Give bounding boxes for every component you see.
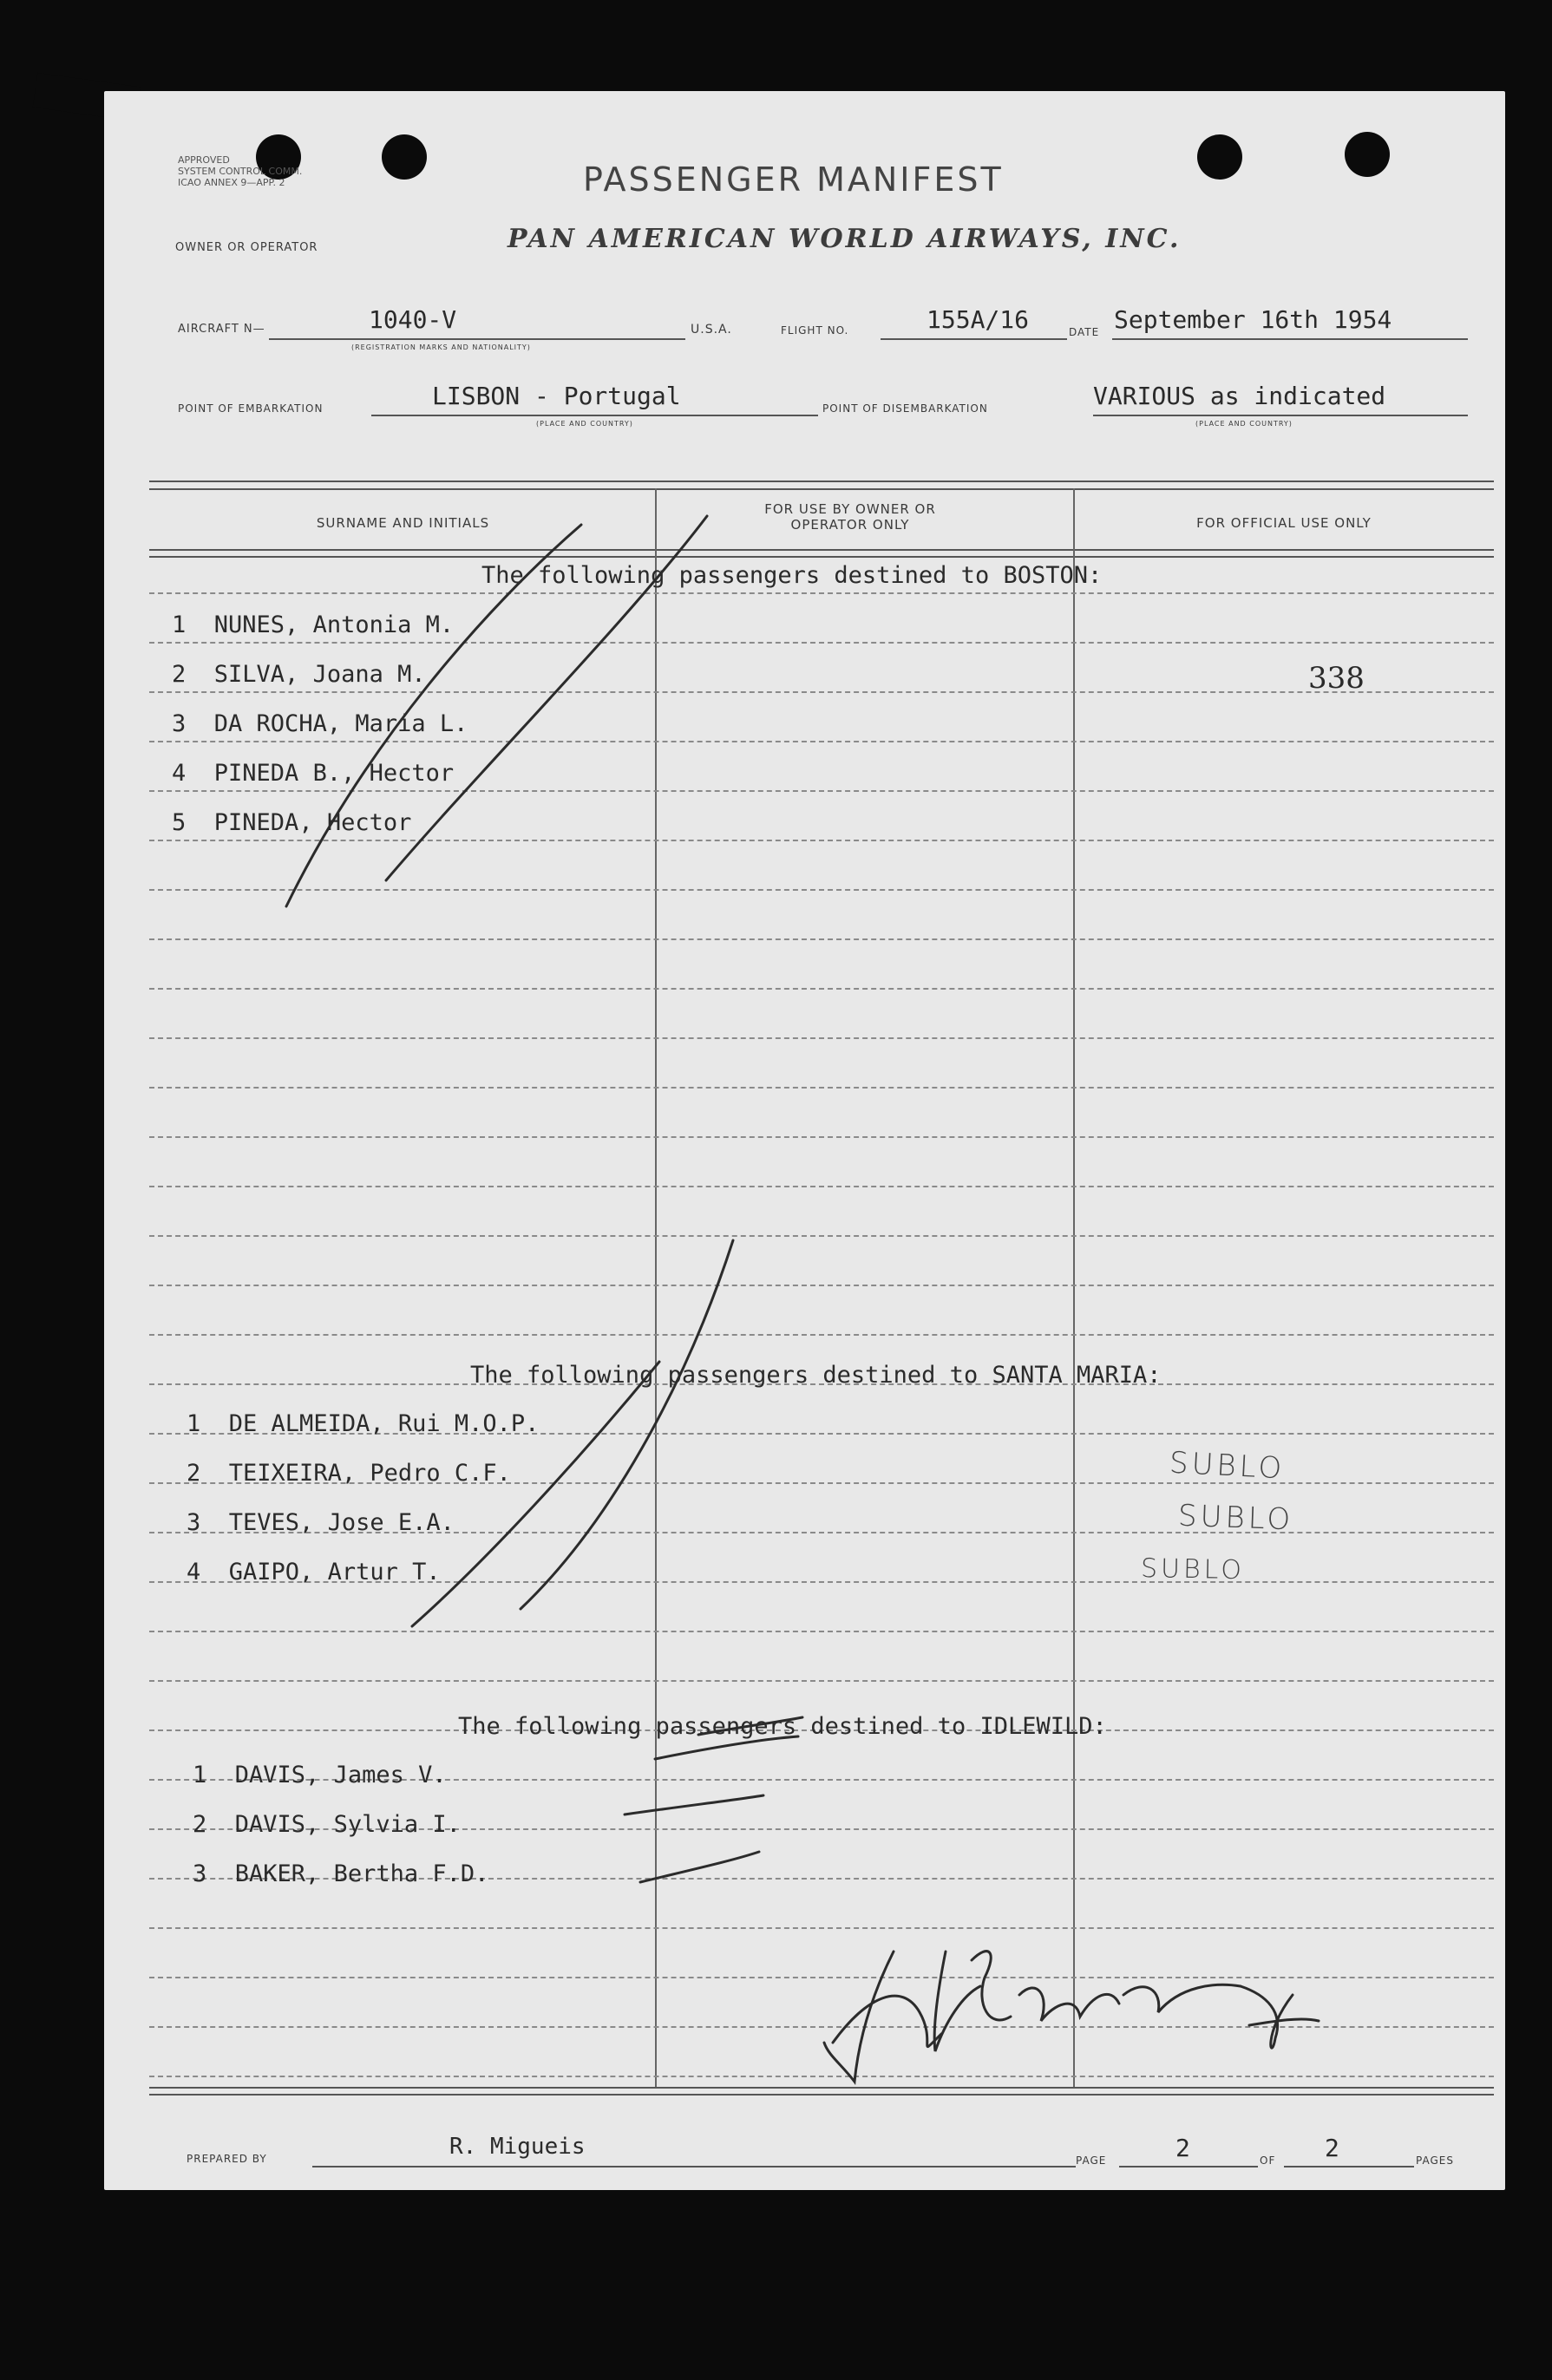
- aircraft-value: 1040-V: [369, 305, 457, 334]
- date-label: DATE: [1069, 326, 1100, 338]
- prepared-label: PREPARED BY: [187, 2153, 267, 2165]
- column-header-official: FOR OFFICIAL USE ONLY: [1196, 515, 1372, 531]
- disembark-label: POINT OF DISEMBARKATION: [822, 402, 988, 415]
- pen-stroke: [640, 1852, 759, 1882]
- owner-label: OWNER OR OPERATOR: [175, 241, 318, 254]
- passenger-number: 3: [193, 1860, 207, 1887]
- pen-stroke: [286, 525, 581, 906]
- official-number: 338: [1308, 661, 1365, 696]
- embark-sublabel: (PLACE AND COUNTRY): [536, 420, 633, 428]
- passenger-name: PINEDA B., Hector: [213, 760, 455, 787]
- passenger-name: DAVIS, James V.: [234, 1762, 447, 1788]
- passenger-number: 5: [172, 809, 187, 836]
- column-header-surname: SURNAME AND INITIALS: [316, 515, 490, 531]
- passenger-name: TEIXEIRA, Pedro C.F.: [228, 1460, 511, 1487]
- official-note-sublo: SUBLO: [1140, 1553, 1246, 1586]
- passenger-number: 4: [172, 760, 187, 787]
- flight-label: FLIGHT NO.: [781, 324, 849, 337]
- page-label: PAGE: [1076, 2154, 1107, 2167]
- pen-stroke: [625, 1795, 763, 1814]
- official-note-sublo: SUBLO: [1169, 1445, 1287, 1487]
- passenger-name: BAKER, Bertha F.D.: [234, 1860, 489, 1887]
- group-heading-idlewild: The following passengers destined to IDLEWILD:: [458, 1713, 1107, 1740]
- of-label: OF: [1260, 2154, 1276, 2167]
- passenger-number: 2: [193, 1811, 207, 1838]
- approval-line: SYSTEM CONTROL COMM.: [178, 166, 303, 177]
- passenger-number: 1: [172, 611, 187, 638]
- passenger-name: GAIPO, Artur T.: [228, 1559, 441, 1586]
- passenger-name: TEVES, Jose E.A.: [228, 1509, 455, 1536]
- disembark-sublabel: (PLACE AND COUNTRY): [1195, 420, 1293, 428]
- passenger-name: SILVA, Joana M.: [213, 661, 426, 688]
- passenger-name: DAVIS, Sylvia I.: [234, 1811, 461, 1838]
- passenger-number: 4: [187, 1559, 201, 1586]
- group-heading-santa-maria: The following passengers destined to SANTA MARIA:: [470, 1362, 1162, 1389]
- pen-stroke: [386, 516, 707, 880]
- pen-stroke: [412, 1362, 659, 1626]
- group-heading-boston: The following passengers destined to BOSTON:: [481, 562, 1103, 589]
- aircraft-label: AIRCRAFT N—: [178, 323, 265, 336]
- passenger-number: 1: [193, 1762, 207, 1788]
- passenger-number: 2: [172, 661, 187, 688]
- passenger-name: NUNES, Antonia M.: [213, 611, 455, 638]
- pen-stroke: [521, 1240, 733, 1609]
- passenger-number: 2: [187, 1460, 201, 1487]
- passenger-number: 1: [187, 1410, 201, 1437]
- pen-stroke: [655, 1736, 798, 1759]
- signature: [824, 1952, 1319, 2082]
- flight-value: 155A/16: [927, 305, 1030, 334]
- pen-stroke: [698, 1717, 802, 1735]
- aircraft-sublabel: (REGISTRATION MARKS AND NATIONALITY): [351, 343, 531, 351]
- page-value: 2: [1175, 2134, 1190, 2162]
- date-value: September 16th 1954: [1114, 305, 1392, 334]
- approval-line: APPROVED: [178, 154, 230, 166]
- of-value: 2: [1325, 2134, 1339, 2162]
- official-note-sublo: SUBLO: [1177, 1498, 1294, 1538]
- approval-line: ICAO ANNEX 9—APP. 2: [178, 177, 285, 188]
- passenger-name: DE ALMEIDA, Rui M.O.P.: [228, 1410, 540, 1437]
- passenger-number: 3: [172, 710, 187, 737]
- passenger-name: DA ROCHA, Maria L.: [213, 710, 468, 737]
- column-header-operator: FOR USE BY OWNER OR OPERATOR ONLY: [764, 501, 936, 533]
- disembark-value: VARIOUS as indicated: [1093, 382, 1386, 410]
- embark-value: LISBON - Portugal: [432, 382, 681, 410]
- pages-label: PAGES: [1416, 2154, 1454, 2167]
- passenger-name: PINEDA, Hector: [213, 809, 412, 836]
- page-title: PASSENGER MANIFEST: [583, 160, 1004, 199]
- prepared-value: R. Migueis: [449, 2134, 586, 2160]
- embark-label: POINT OF EMBARKATION: [178, 402, 324, 415]
- airline-name: PAN AMERICAN WORLD AIRWAYS, INC.: [508, 224, 1182, 254]
- passenger-number: 3: [187, 1509, 201, 1536]
- country-label: U.S.A.: [691, 323, 732, 337]
